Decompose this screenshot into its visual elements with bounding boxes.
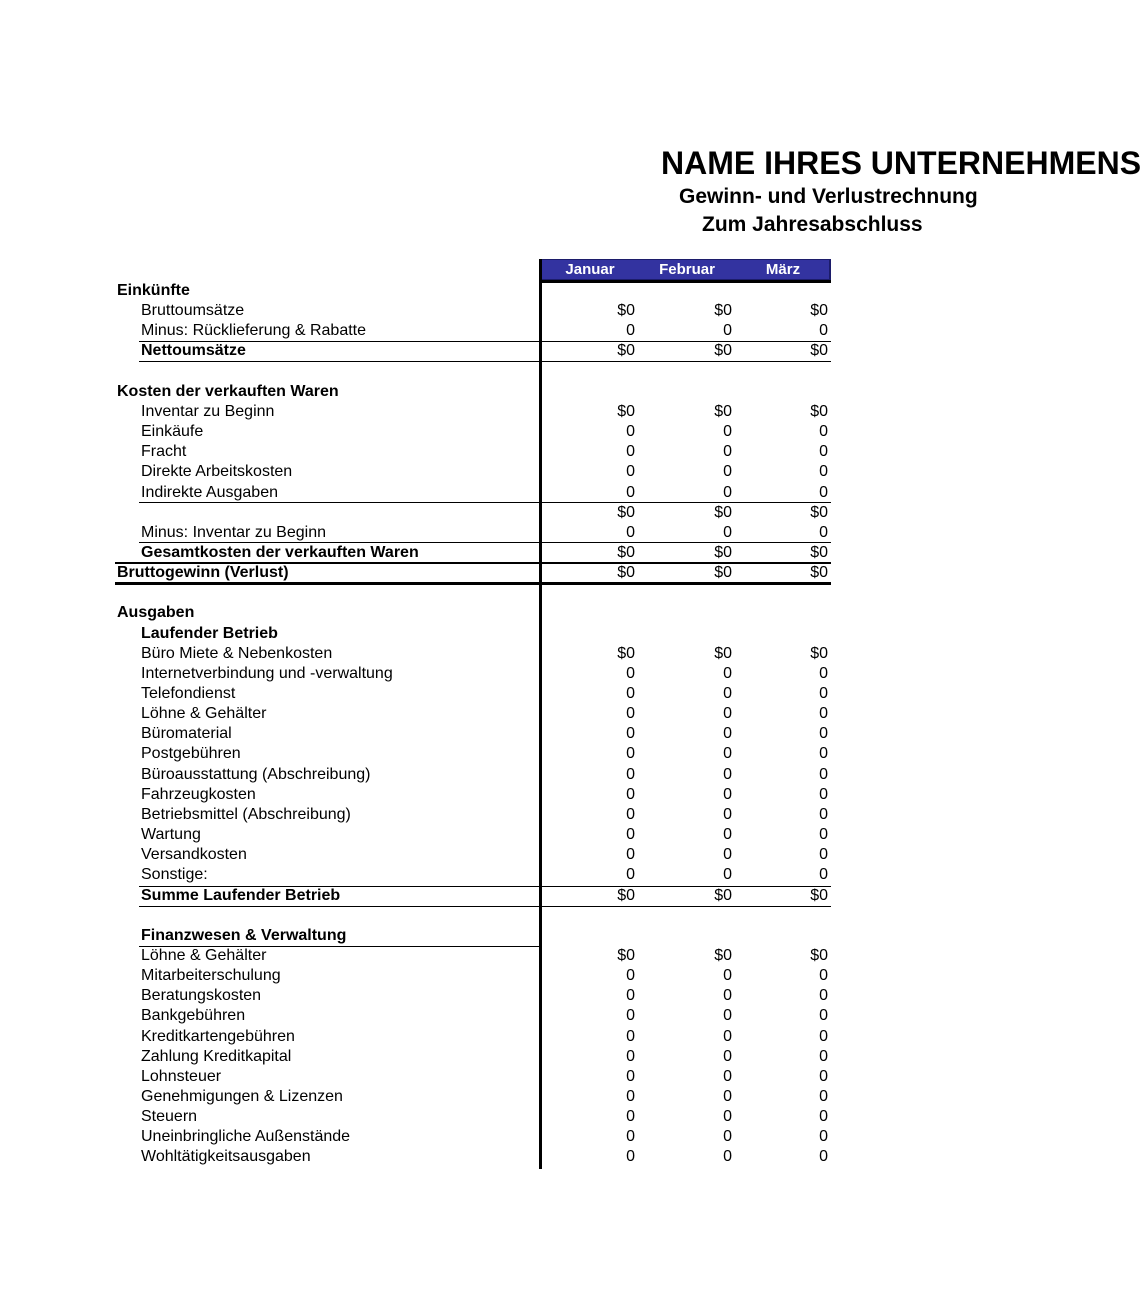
value-januar: 0 [626,1027,635,1045]
value-januar: 0 [626,987,635,1005]
row-label: Telefondienst [141,685,236,702]
statement-row [0,301,1000,321]
value-februar: $0 [714,564,732,582]
row-label: Einkünfte [117,282,190,299]
statement-row [0,624,1000,644]
row-label: Minus: Rücklieferung & Rabatte [141,322,366,340]
rule-subtotal-cogs [139,502,831,503]
value-februar: 0 [723,1067,732,1085]
statement-row [0,724,1000,744]
value-januar: 0 [626,1088,635,1105]
statement-row-blank [0,906,1000,926]
row-label: Einkäufe [141,423,204,441]
value-märz: 0 [819,805,828,823]
value-märz: 0 [819,523,828,541]
row-label: Zahlung Kreditkapital [141,1047,292,1065]
value-januar: 0 [626,523,635,541]
statement-row [0,664,1000,684]
value-februar: 0 [723,1128,732,1146]
value-februar: $0 [714,644,732,662]
statement-row [0,684,1000,704]
value-februar: 0 [723,967,732,985]
value-januar: $0 [617,543,635,561]
company-name-text: NAME IHRES UNTERNEHMENS [661,145,1141,181]
value-märz: $0 [810,503,828,521]
statement-row [0,281,1000,301]
row-label: Nettoumsätze [141,342,246,360]
value-februar: 0 [723,866,732,884]
value-februar: 0 [723,785,732,803]
row-label: Büroausstattung (Abschreibung) [141,765,371,783]
statement-row [0,462,1000,482]
row-label: Inventar zu Beginn [141,402,275,420]
value-märz: 0 [819,967,828,985]
value-januar: 0 [626,765,635,783]
value-januar: $0 [617,302,635,320]
value-februar: $0 [714,946,732,964]
statement-row [0,946,1000,966]
value-märz: $0 [810,946,828,964]
statement-row [0,603,1000,623]
row-label: Bruttoumsätze [141,302,245,320]
value-januar: 0 [626,1148,635,1166]
row-label: Genehmigungen & Lizenzen [141,1088,343,1105]
statement-row [0,543,1000,563]
row-label: Bankgebühren [141,1007,246,1025]
value-märz: 0 [819,846,828,864]
value-märz: 0 [819,705,828,723]
value-januar: 0 [626,322,635,340]
value-februar: 0 [723,483,732,501]
value-märz: 0 [819,725,828,743]
column-header-januar: Januar [565,261,615,278]
statement-row [0,1147,1000,1167]
statement-row-blank [0,583,1000,603]
value-januar: $0 [617,644,635,662]
row-label: Versandkosten [141,846,247,864]
statement-row [0,704,1000,724]
value-märz: 0 [819,1027,828,1045]
value-januar: 0 [626,423,635,441]
value-märz: 0 [819,1047,828,1065]
value-februar: 0 [723,987,732,1005]
row-label: Kreditkartengebühren [141,1027,295,1045]
row-label: Betriebsmittel (Abschreibung) [141,805,351,823]
value-märz: 0 [819,745,828,763]
value-februar: 0 [723,705,732,723]
value-februar: 0 [723,846,732,864]
value-märz: $0 [810,402,828,420]
row-label: Büromaterial [141,725,232,743]
value-februar: 0 [723,1027,732,1045]
row-label: Fracht [141,443,187,461]
value-märz: 0 [819,1088,828,1105]
value-februar: $0 [714,402,732,420]
value-januar: 0 [626,1128,635,1146]
value-februar: 0 [723,725,732,743]
value-januar: 0 [626,1067,635,1085]
row-label: Wartung [141,826,201,844]
value-februar: $0 [714,886,732,904]
value-märz: 0 [819,483,828,501]
statement-row [0,402,1000,422]
value-märz: 0 [819,463,828,481]
row-label: Sonstige: [141,866,208,884]
value-februar: 0 [723,463,732,481]
row-label: Direkte Arbeitskosten [141,463,293,481]
statement-row [0,422,1000,442]
value-januar: $0 [617,564,635,582]
value-märz: $0 [810,644,828,662]
value-märz: 0 [819,1148,828,1166]
value-januar: 0 [626,826,635,844]
statement-row [0,1047,1000,1067]
value-januar: 0 [626,745,635,763]
header-right-edge [829,259,831,281]
rule-below-bruttogewinn [115,582,831,585]
value-märz: 0 [819,1108,828,1126]
value-februar: 0 [723,664,732,682]
value-februar: 0 [723,423,732,441]
row-label: Ausgaben [117,604,195,622]
statement-row [0,1127,1000,1147]
row-label: Löhne & Gehälter [141,946,267,964]
statement-row [0,1067,1000,1087]
value-februar: 0 [723,443,732,461]
value-januar: 0 [626,1108,635,1126]
row-label: Postgebühren [141,745,241,763]
row-label: Bruttogewinn (Verlust) [117,564,289,582]
value-märz: 0 [819,866,828,884]
value-märz: 0 [819,664,828,682]
value-märz: 0 [819,443,828,461]
value-januar: $0 [617,402,635,420]
value-januar: $0 [617,503,635,521]
header-bottom-rule [541,280,831,283]
value-februar: 0 [723,523,732,541]
value-februar: $0 [714,342,732,360]
value-februar: 0 [723,826,732,844]
statement-row [0,644,1000,664]
value-januar: 0 [626,463,635,481]
statement-row [0,744,1000,764]
statement-period [540,211,923,239]
statement-row [0,341,1000,361]
value-märz: $0 [810,886,828,904]
column-header-maerz: März [765,261,801,278]
statement-row [0,483,1000,503]
value-märz: 0 [819,322,828,340]
value-februar: 0 [723,685,732,702]
rule-under-finanzwesen-heading [139,946,540,947]
statement-row [0,382,1000,402]
statement-row [0,986,1000,1006]
column-header-februar: Februar [659,261,715,278]
value-januar: $0 [617,946,635,964]
row-label: Steuern [141,1108,198,1126]
value-februar: $0 [714,302,732,320]
value-januar: 0 [626,846,635,864]
statement-row [0,563,1000,583]
column-divider [539,259,542,1169]
statement-row [0,966,1000,986]
value-januar: 0 [626,967,635,985]
row-label: Löhne & Gehälter [141,705,267,723]
value-januar: 0 [626,805,635,823]
statement-row [0,442,1000,462]
value-januar: 0 [626,725,635,743]
row-label: Fahrzeugkosten [141,785,256,803]
statement-row [0,1087,1000,1107]
rule-above-bruttogewinn [115,562,831,564]
statement-row [0,926,1000,946]
row-label: Internetverbindung und -verwaltung [141,664,393,682]
row-label: Laufender Betrieb [141,624,278,642]
statement-subtitle [540,183,978,211]
value-märz: 0 [819,685,828,702]
value-januar: 0 [626,1007,635,1025]
value-märz: $0 [810,302,828,320]
value-märz: 0 [819,785,828,803]
value-februar: 0 [723,1148,732,1166]
value-januar: 0 [626,785,635,803]
value-januar: 0 [626,685,635,702]
value-märz: 0 [819,826,828,844]
value-märz: 0 [819,1007,828,1025]
value-januar: 0 [626,705,635,723]
value-märz: $0 [810,342,828,360]
row-label: Uneinbringliche Außenstände [141,1128,351,1146]
row-label: Finanzwesen & Verwaltung [141,926,347,944]
statement-row [0,805,1000,825]
statement-row [0,1107,1000,1127]
value-februar: 0 [723,1108,732,1126]
rule-below-nettoumsaetze [139,361,831,362]
value-februar: $0 [714,543,732,561]
value-märz: $0 [810,564,828,582]
statement-row [0,1006,1000,1026]
statement-row [0,886,1000,906]
row-label: Minus: Inventar zu Beginn [141,523,326,541]
statement-row [0,1027,1000,1047]
value-februar: 0 [723,322,732,340]
value-februar: 0 [723,765,732,783]
value-märz: 0 [819,1067,828,1085]
rule-above-summe-laufender-betrieb [139,886,831,887]
statement-period-text: Zum Jahresabschluss [702,213,923,236]
statement-row [0,321,1000,341]
value-februar: 0 [723,1088,732,1105]
rule-above-gesamtkosten [139,542,831,543]
value-januar: 0 [626,443,635,461]
value-januar: $0 [617,886,635,904]
value-märz: $0 [810,543,828,561]
value-februar: 0 [723,805,732,823]
value-februar: 0 [723,745,732,763]
value-januar: $0 [617,342,635,360]
value-märz: 0 [819,987,828,1005]
value-märz: 0 [819,423,828,441]
statement-subtitle-text: Gewinn- und Verlustrechnung [679,185,978,208]
row-label: Lohnsteuer [141,1067,222,1085]
rule-above-nettoumsaetze [139,341,831,342]
value-januar: 0 [626,1047,635,1065]
value-märz: 0 [819,1128,828,1146]
company-name-title [540,142,1141,184]
statement-row [0,825,1000,845]
statement-row-blank [0,362,1000,382]
statement-row [0,765,1000,785]
statement-row-blank [0,503,1000,523]
statement-row [0,523,1000,543]
value-januar: 0 [626,664,635,682]
rule-below-summe-laufender-betrieb [139,906,831,907]
value-januar: 0 [626,483,635,501]
value-februar: 0 [723,1047,732,1065]
value-januar: 0 [626,866,635,884]
value-februar: 0 [723,1007,732,1025]
row-label: Kosten der verkauften Waren [117,382,339,400]
statement-row [0,865,1000,885]
row-label: Summe Laufender Betrieb [141,886,341,904]
row-label: Büro Miete & Nebenkosten [141,644,333,662]
row-label: Indirekte Ausgaben [141,483,278,501]
value-märz: 0 [819,765,828,783]
row-label: Wohltätigkeitsausgaben [141,1148,311,1166]
value-februar: $0 [714,503,732,521]
row-label: Gesamtkosten der verkauften Waren [141,543,419,561]
statement-row [0,845,1000,865]
row-label: Mitarbeiterschulung [141,967,281,985]
row-label: Beratungskosten [141,987,262,1005]
statement-row [0,785,1000,805]
